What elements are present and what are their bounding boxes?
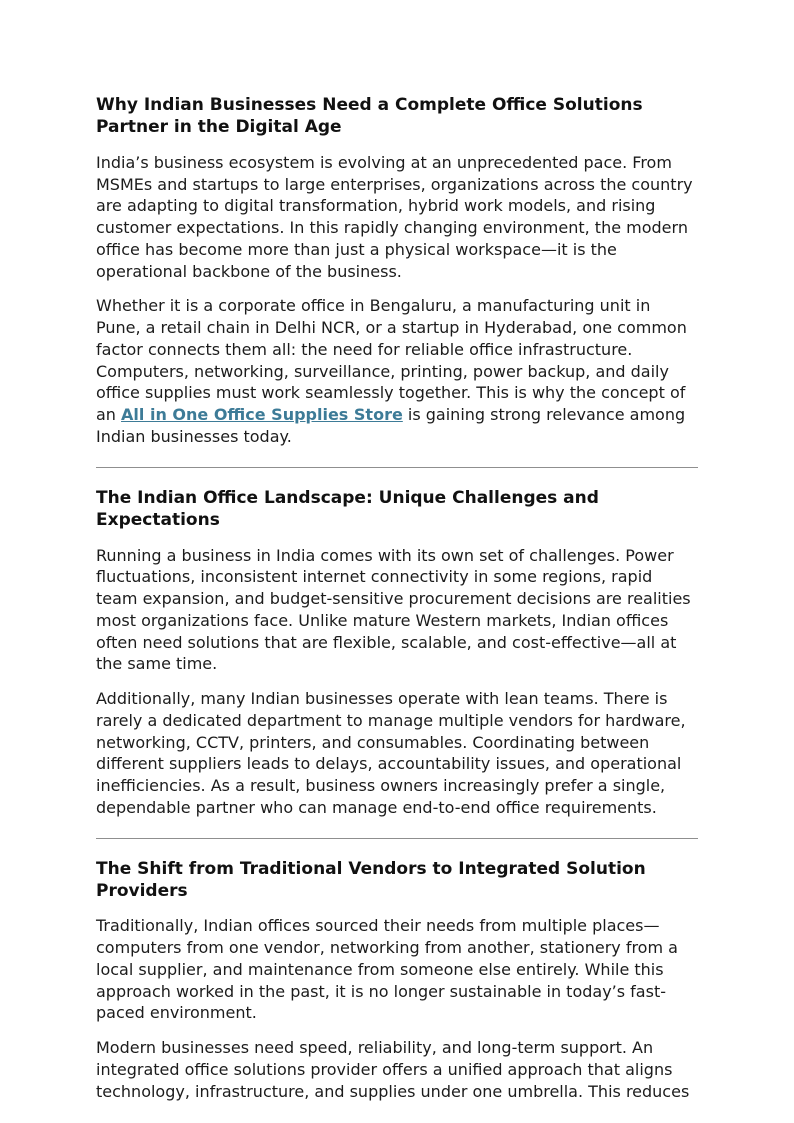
section-intro xyxy=(96,94,698,448)
paragraph-text-after-link: is gaining strong relevance among Indian businesses today. xyxy=(96,405,686,446)
section-indian-office-landscape xyxy=(96,487,698,819)
section-heading-shift: The Shift from Traditional Vendors to Integrated Solution Providers xyxy=(96,858,646,901)
landscape-paragraph-2: Additionally, many Indian businesses operate with lean teams. There is rarely a dedicated department to manage multiple vendors for hardware, networking, CCTV, printers, and consumables. Coordinating between different suppliers leads to delays, accountability issues, and operational inefficiencies. As a result, business owners increasingly prefer a single, dependable partner who can manage end-to-end office requirements. xyxy=(96,689,686,817)
section-heading-landscape: The Indian Office Landscape: Unique Challenges and Expectations xyxy=(96,487,599,531)
article-title: Why Indian Businesses Need a Complete Office Solutions Partner in the Digital Age xyxy=(96,95,643,138)
section-divider-2 xyxy=(96,838,698,839)
intro-paragraph-1: India’s business ecosystem is evolving at an unprecedented pace. From MSMEs and startups to large enterprises, organizations across the country are adapting to digital transformation, hybrid work models, and rising customer expectations. In this rapidly changing environment, the modern office has become more than just a physical workspace—it is the operational backbone of the business. xyxy=(96,152,693,281)
section-divider-1 xyxy=(96,467,698,468)
office-supplies-store-link[interactable]: All in One Office Supplies Store xyxy=(121,405,403,425)
paragraph-text-before-link: Whether it is a corporate office in Bengaluru, a manufacturing unit in Pune, a retail chain in Delhi NCR, or a startup in Hyderabad, one common factor connects them all: the need for reliable office infrastructure. Computers, networking, surveillance, printing, power backup, and daily office supplies must work seamlessly together. This is why the concept of an xyxy=(96,296,687,425)
section-shift-to-integrated-providers xyxy=(96,858,698,1103)
shift-paragraph-2: Modern businesses need speed, reliability, and long-term support. An integrated office solutions provider offers a unified approach that aligns technology, infrastructure, and supplies under one umbrella. This reduces xyxy=(96,1038,690,1101)
shift-paragraph-1: Traditionally, Indian offices sourced their needs from multiple places—computers from one vendor, networking from another, stationery from a local supplier, and maintenance from someone else entirely. While this approach worked in the past, it is no longer sustainable in today’s fast-paced environment. xyxy=(96,916,678,1023)
landscape-paragraph-1: Running a business in India comes with its own set of challenges. Power fluctuations, inconsistent internet connectivity in some regions, rapid team expansion, and budget-sensitive procurement decisions are realities most organizations face. Unlike mature Western markets, Indian offices often need solutions that are flexible, scalable, and cost-effective—all at the same time. xyxy=(96,545,691,674)
intro-paragraph-2 xyxy=(96,295,698,447)
